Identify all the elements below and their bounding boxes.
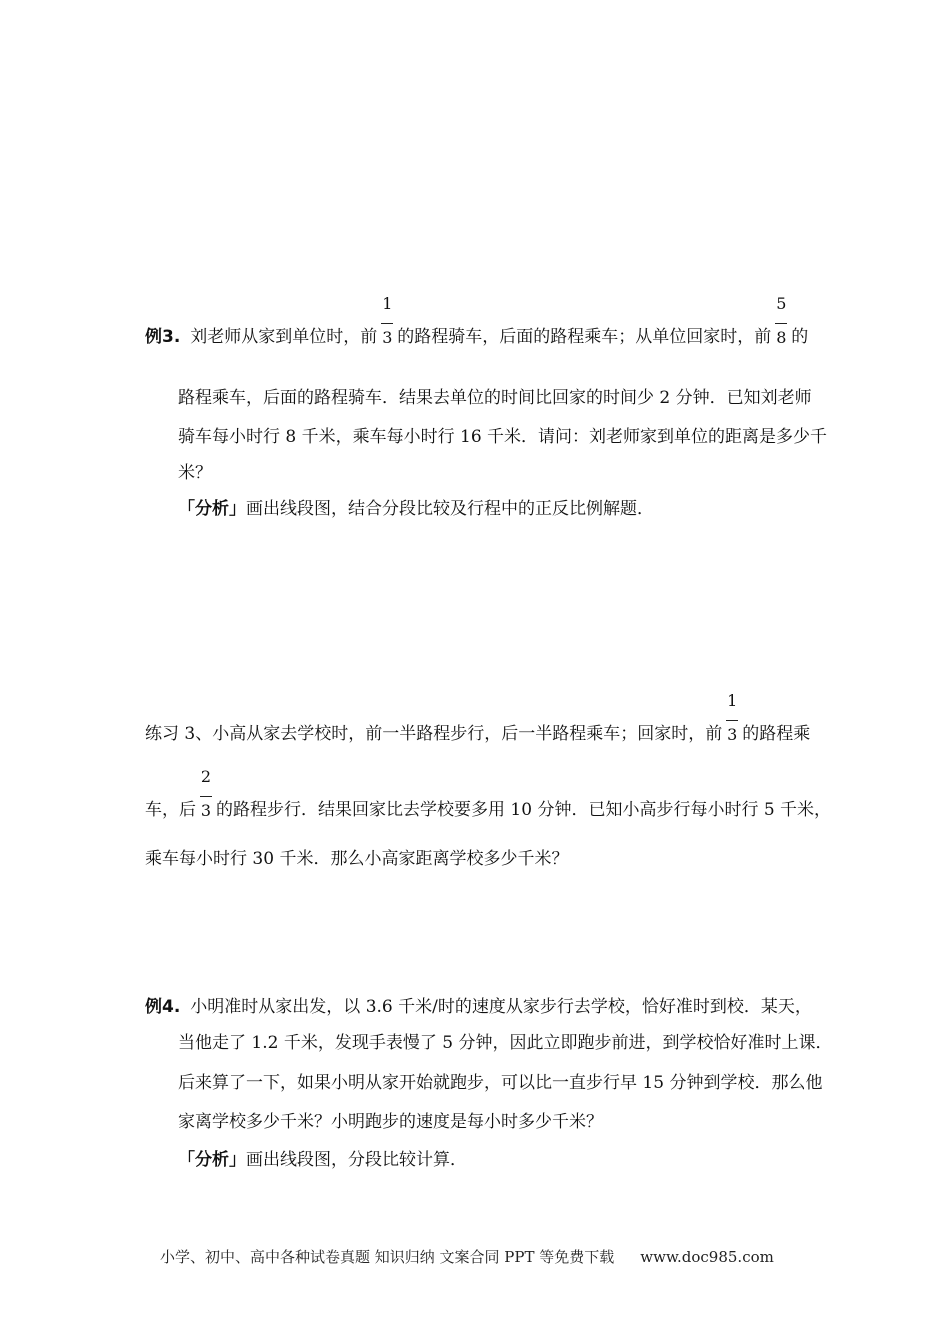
example-3-line-4: 米？ <box>178 463 212 483</box>
practice-3-line-3: 乘车每小时行 30 千米．那么小高家距离学校多少千米？ <box>145 849 569 869</box>
example-3-line-3: 骑车每小时行 8 千米，乘车每小时行 16 千米．请问：刘老师家到单位的距离是多少千 <box>178 427 828 447</box>
example-4-line-3: 后来算了一下，如果小明从家开始就跑步，可以比一直步行早 15 分钟到学校．那么他 <box>178 1073 823 1093</box>
footer-url[interactable]: www.doc985.com <box>640 1248 774 1266</box>
practice-3-line-1 <box>145 690 811 747</box>
analysis-text: 画出线段图，分段比较计算． <box>246 1150 467 1170</box>
example-3-analysis <box>178 497 654 521</box>
practice-3-text-1a: 练习 3、小高从家去学校时，前一半路程步行，后一半路程乘车；回家时，前 <box>145 724 723 744</box>
practice-3-line-2 <box>145 766 832 823</box>
example-3-text-1b: 的路程骑车，后面的路程乘车；从单位回家时，前 <box>397 327 772 347</box>
example-4-line-2: 当他走了 1.2 千米，发现手表慢了 5 分钟，因此立即跑步前进，到学校恰好准时上课． <box>178 1033 833 1053</box>
practice-3-text-2b: 的路程步行．结果回家比去学校要多用 10 分钟．已知小高步行每小时行 5 千米， <box>216 800 832 820</box>
example-4-label: 例4. <box>145 997 181 1017</box>
example-3-label: 例3. <box>145 327 181 347</box>
analysis-label: 「分析」 <box>178 1150 246 1170</box>
fraction-two-thirds: $\frac{2}{3}$ <box>200 766 212 820</box>
example-3-line-1 <box>145 293 809 350</box>
example-3-line-2: 路程乘车，后面的路程骑车．结果去单位的时间比回家的时间少 2 分钟．已知刘老师 <box>178 388 812 408</box>
analysis-text: 画出线段图，结合分段比较及行程中的正反比例解题． <box>246 499 654 519</box>
example-4-line-4: 家离学校多少千米？小明跑步的速度是每小时多少千米？ <box>178 1112 603 1132</box>
example-4-text-1: 小明准时从家出发，以 3.6 千米/时的速度从家步行去学校，恰好准时到校．某天， <box>190 997 812 1017</box>
example-4-line-1 <box>145 995 812 1019</box>
example-4-analysis <box>178 1148 467 1172</box>
practice-3-text-2a: 车，后 <box>145 800 196 820</box>
page-footer <box>160 1246 774 1267</box>
example-3-text-1a: 刘老师从家到单位时，前 <box>190 327 378 347</box>
practice-3-text-1b: 的路程乘 <box>742 724 811 744</box>
example-3-text-1c: 的 <box>791 327 809 347</box>
fraction-five-eighths: $\frac{5}{8}$ <box>776 293 787 347</box>
footer-text: 小学、初中、高中各种试卷真题 知识归纳 文案合同 PPT 等免费下载 <box>160 1248 615 1266</box>
fraction-one-third: $\frac{1}{3}$ <box>382 293 393 347</box>
fraction-one-third: $\frac{1}{3}$ <box>727 690 738 744</box>
analysis-label: 「分析」 <box>178 499 246 519</box>
